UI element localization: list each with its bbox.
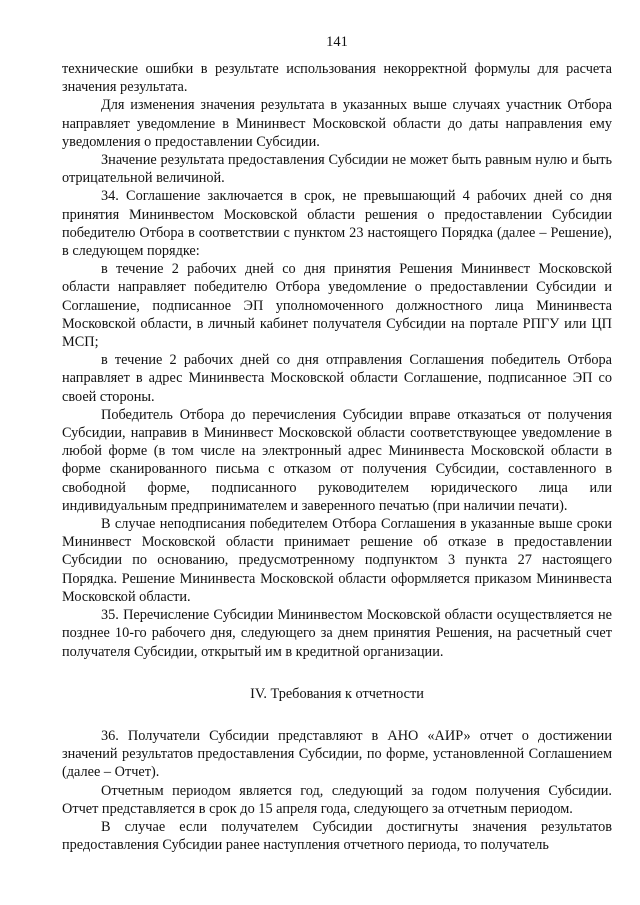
paragraph: технические ошибки в результате использования некорректной формулы для расчета значения результата. — [62, 61, 612, 96]
paragraph: Отчетным периодом является год, следующий за годом получения Субсидии. Отчет представляется в срок до 15 апреля года, следующего за отчетным периодом. — [62, 782, 612, 817]
paragraph: в течение 2 рабочих дней со дня отправления Соглашения победитель Отбора направляет в адрес Мининвеста Московской области Соглашение, подписанное ЭП со своей стороны. — [62, 352, 612, 405]
paragraph: Победитель Отбора до перечисления Субсидии вправе отказаться от получения Субсидии, направив в Мининвест Московской области соответствующее уведомление в любой форме (в том числе на электронный адрес Мининвеста Московской области в форме сканированного письма с отказом от получения Субсидии, составленного в свободной форме, подписанного руководителем юридического лица или индивидуальным предпринимателем и заверенного печатью (при наличии печати). — [62, 406, 612, 514]
paragraph-clause-36: 36. Получатели Субсидии представляют в АНО «АИР» отчет о достижении значений результатов предоставления Субсидии, по форме, установленной Соглашением (далее – Отчет). — [62, 727, 612, 781]
paragraph: В случае неподписания победителем Отбора Соглашения в указанные выше сроки Мининвест Московской области принимает решение об отказе в предоставлении Субсидии по основанию, предусмотренному подпунктом 3 пункта 27 настоящего Порядка. Решение Мининвеста Московской области оформляется приказом Мининвеста Московской области. — [62, 516, 612, 605]
section-heading: IV. Требования к отчетности — [250, 685, 424, 702]
paragraph: в течение 2 рабочих дней со дня принятия Решения Мининвест Московской области направляет победителю Отбора уведомление о предоставлении Субсидии и Соглашение, подписанное ЭП уполномоченного должностного лица Мининвеста Московской области, в личный кабинет получателя Субсидии на портале РПГУ или ЦП МСП; — [62, 261, 612, 351]
paragraph-clause-35: 35. Перечисление Субсидии Мининвестом Московской области осуществляется не позднее 10-го рабочего дня, следующего за днем принятия Решения, на расчетный счет получателя Субсидии, открытый им в кредитной организации. — [62, 607, 612, 660]
paragraph: Для изменения значения результата в указанных выше случаях участник Отбора направляет уведомление в Мининвест Московской области до даты направления ему уведомления о предоставлении Субсидии. — [62, 97, 612, 150]
paragraph: Значение результата предоставления Субсидии не может быть равным нулю и быть отрицательной величиной. — [62, 152, 612, 187]
document-body — [62, 60, 612, 854]
paragraph-clause-34: 34. Соглашение заключается в срок, не превышающий 4 рабочих дней со дня принятия Мининвестом Московской области решения о предоставлении Субсидии победителю Отбора в соответствии с пунктом 23 настоящего Порядка (далее – Решение), в следующем порядке: — [62, 188, 612, 260]
paragraph: В случае если получателем Субсидии достигнуты значения результатов предоставления Субсидии ранее наступления отчетного периода, то получатель — [62, 818, 612, 854]
page-number: 141 — [326, 34, 348, 50]
